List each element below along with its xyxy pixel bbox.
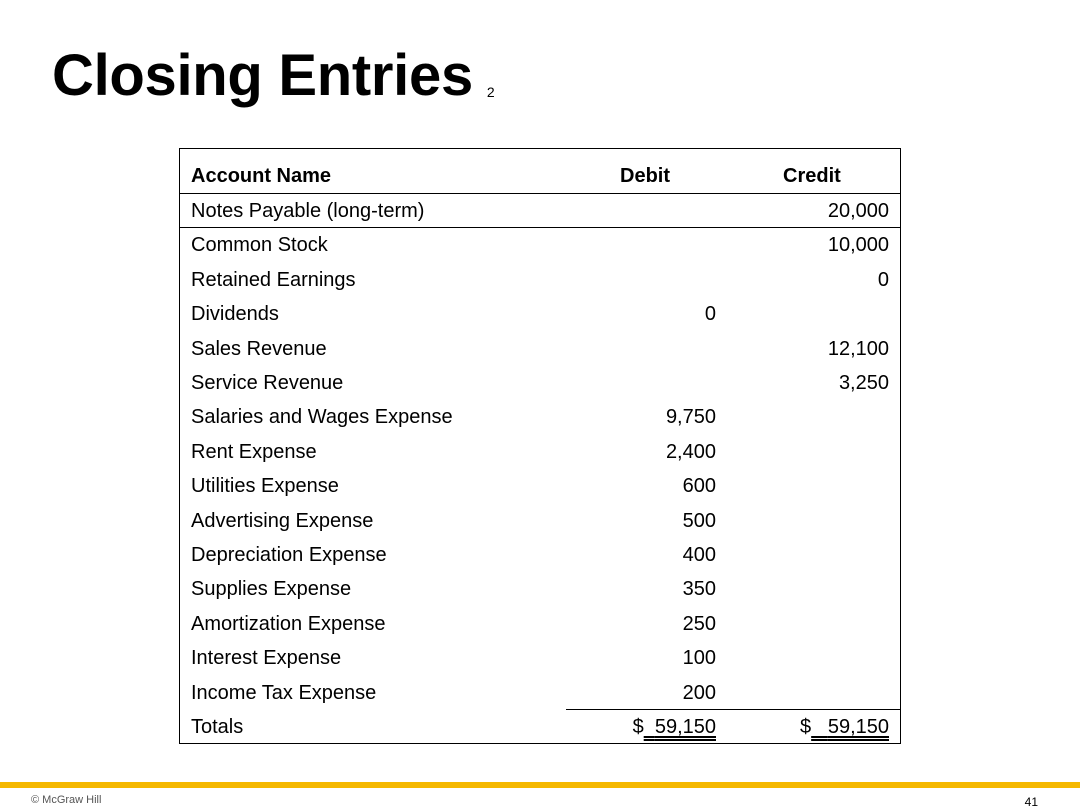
account-name-cell: Notes Payable (long-term)	[191, 200, 425, 222]
table-row	[180, 400, 900, 434]
closing-entries-table	[179, 148, 901, 744]
credit-cell: 20,000	[827, 200, 889, 222]
debit-cell: 400	[682, 544, 716, 566]
table-row	[180, 332, 900, 366]
table-row	[180, 469, 900, 503]
table-row	[180, 366, 900, 400]
account-name-cell: Salaries and Wages Expense	[191, 406, 453, 429]
debit-cell: 200	[682, 681, 716, 704]
account-name-cell: Service Revenue	[191, 372, 344, 394]
slide-title	[52, 40, 494, 128]
table-row	[180, 194, 900, 228]
table-row	[180, 572, 900, 606]
slide-title-text: Closing Entries	[52, 43, 473, 108]
credit-cell: 3,250	[838, 372, 889, 394]
totals-credit-symbol: $	[800, 716, 812, 738]
totals-credit-value: 59,150	[827, 716, 889, 738]
debit-cell: 100	[682, 647, 716, 670]
account-name-cell: Sales Revenue	[191, 337, 327, 360]
account-name-cell: Common Stock	[191, 234, 328, 257]
debit-cell: 500	[682, 509, 716, 532]
table-row	[180, 676, 900, 710]
first-row-divider	[180, 227, 900, 228]
totals-debit	[633, 710, 716, 744]
header-account-name: Account Name	[191, 165, 332, 187]
slide-title-suffix: 2	[486, 84, 495, 100]
page-number: 41	[1024, 795, 1038, 809]
account-name-cell: Depreciation Expense	[191, 544, 387, 566]
table-row	[180, 435, 900, 469]
header-credit: Credit	[783, 165, 841, 187]
totals-debit-value: 59,150	[654, 716, 716, 738]
footer-accent-bar	[0, 782, 1080, 788]
account-name-cell: Dividends	[191, 303, 279, 326]
totals-label: Totals	[191, 716, 244, 738]
debit-cell: 250	[682, 612, 716, 635]
account-name-cell: Supplies Expense	[191, 578, 352, 601]
debit-cell: 600	[682, 475, 716, 498]
credit-cell: 0	[877, 268, 889, 291]
debit-cell: 2,400	[665, 440, 716, 463]
header-debit: Debit	[620, 165, 670, 187]
table-row	[180, 538, 900, 572]
debit-cell: 0	[704, 303, 716, 326]
account-name-cell: Interest Expense	[191, 647, 342, 670]
account-name-cell: Utilities Expense	[191, 475, 339, 498]
debit-cell: 9,750	[665, 406, 716, 429]
totals-row	[180, 710, 900, 744]
credit-cell: 10,000	[827, 234, 889, 257]
table-row	[180, 263, 900, 297]
table-row	[180, 641, 900, 675]
account-name-cell: Retained Earnings	[191, 268, 356, 291]
totals-debit-symbol: $	[632, 716, 644, 738]
table-row	[180, 607, 900, 641]
account-name-cell: Amortization Expense	[191, 612, 386, 635]
account-name-cell: Advertising Expense	[191, 509, 374, 532]
table-row	[180, 504, 900, 538]
totals-credit	[800, 710, 889, 744]
table-row	[180, 228, 900, 262]
table-row	[180, 297, 900, 331]
copyright-text: © McGraw Hill	[31, 794, 102, 806]
table-header-row	[180, 159, 900, 193]
debit-cell: 350	[682, 578, 716, 601]
account-name-cell: Rent Expense	[191, 440, 317, 463]
credit-cell: 12,100	[827, 337, 889, 360]
account-name-cell: Income Tax Expense	[191, 681, 377, 704]
